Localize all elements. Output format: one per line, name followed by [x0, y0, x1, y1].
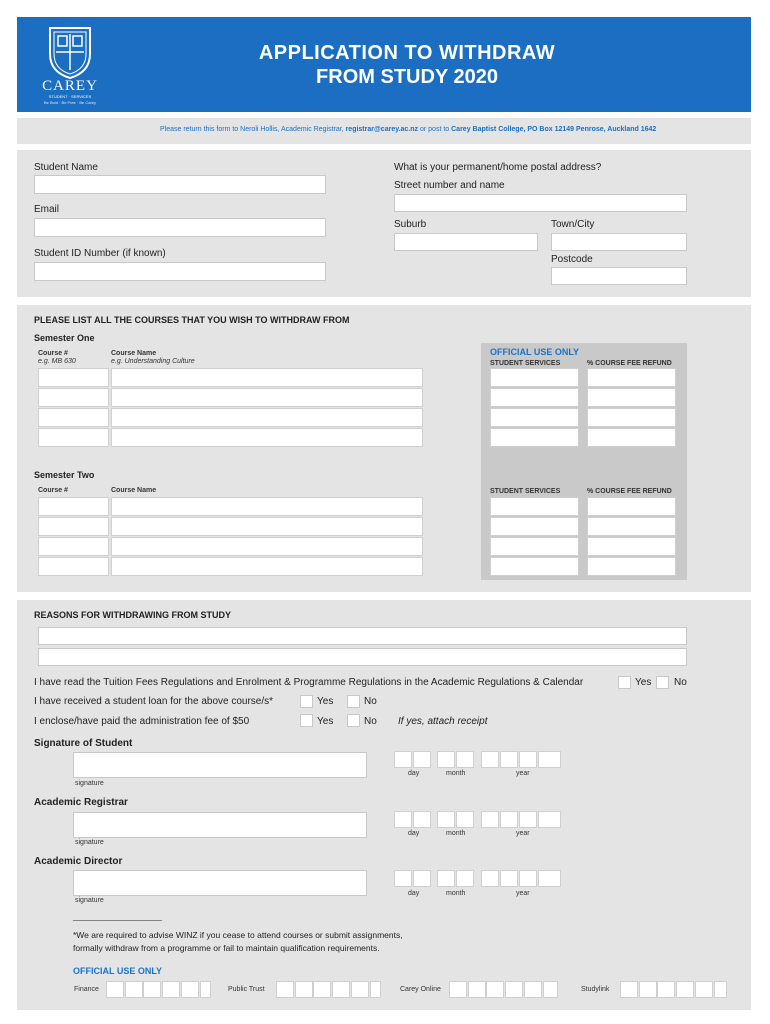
tuition-no-checkbox[interactable]	[656, 676, 669, 689]
studylink-box-4[interactable]	[676, 981, 694, 998]
carey-online-box-2[interactable]	[468, 981, 486, 998]
public-trust-box-6[interactable]	[370, 981, 381, 998]
sem1-course-no-cell-4[interactable]	[38, 428, 109, 447]
sem1-course-no-cell-1[interactable]	[38, 368, 109, 387]
public-trust-box-2[interactable]	[295, 981, 313, 998]
studylink-label: Studylink	[581, 986, 610, 993]
student-name-field[interactable]	[34, 175, 326, 194]
loan-no-checkbox[interactable]	[347, 695, 360, 708]
student-date-year-3[interactable]	[519, 751, 537, 768]
logo-tagline: Be Bold · Be Free · Be Carey	[43, 100, 97, 105]
fee-yes-label: Yes	[317, 716, 334, 727]
student-date-day-2[interactable]	[413, 751, 431, 768]
sem1-course-no-cell-2[interactable]	[38, 388, 109, 407]
sem2-course-no-cell-4[interactable]	[38, 557, 109, 576]
sem2-course-name-header: Course Name	[111, 487, 157, 494]
sem1-refund-cell-2[interactable]	[587, 388, 676, 407]
street-label: Street number and name	[394, 180, 505, 191]
registrar-date-day-1[interactable]	[394, 811, 412, 828]
student-id-field[interactable]	[34, 262, 326, 281]
sem2-services-cell-4[interactable]	[490, 557, 579, 576]
director-date-year-2[interactable]	[500, 870, 518, 887]
registrar-date-year-2[interactable]	[500, 811, 518, 828]
finance-box-1[interactable]	[106, 981, 124, 998]
sem2-course-name-cell-1[interactable]	[111, 497, 423, 516]
student-date-year-1[interactable]	[481, 751, 499, 768]
sem1-services-cell-3[interactable]	[490, 408, 579, 427]
student-signature-caption: signature	[75, 780, 104, 787]
finance-box-2[interactable]	[125, 981, 143, 998]
carey-online-box-5[interactable]	[524, 981, 542, 998]
registrar-date-month-1[interactable]	[437, 811, 455, 828]
page-title-line-1: APPLICATION TO WITHDRAW	[258, 42, 556, 64]
registrar-date-year-3[interactable]	[519, 811, 537, 828]
instruction-middle: or post to	[418, 126, 452, 133]
footer-official-use-label: OFFICIAL USE ONLY	[73, 966, 163, 976]
sem1-course-name-cell-1[interactable]	[111, 368, 423, 387]
registrar-day-caption: day	[408, 830, 420, 837]
postcode-label: Postcode	[551, 254, 593, 265]
studylink-box-1[interactable]	[620, 981, 638, 998]
sem1-course-name-cell-2[interactable]	[111, 388, 423, 407]
finance-box-6[interactable]	[200, 981, 211, 998]
tuition-regulations-question: I have read the Tuition Fees Regulations and Enrolment & Programme Regulations in the Academic Regulations & Calendar	[34, 677, 584, 688]
registrar-signature-field[interactable]	[73, 812, 367, 838]
sem2-course-no-cell-3[interactable]	[38, 537, 109, 556]
student-date-year-2[interactable]	[500, 751, 518, 768]
sem2-refund-cell-4[interactable]	[587, 557, 676, 576]
director-date-month-1[interactable]	[437, 870, 455, 887]
loan-no-label: No	[364, 696, 377, 707]
loan-yes-label: Yes	[317, 696, 334, 707]
student-month-caption: month	[446, 770, 466, 777]
fee-no-label: No	[364, 716, 377, 727]
sem1-course-no-header: Course #	[38, 350, 68, 357]
street-field[interactable]	[394, 194, 687, 212]
director-date-year-1[interactable]	[481, 870, 499, 887]
crest-icon	[30, 24, 110, 80]
director-date-month-2[interactable]	[456, 870, 474, 887]
registrar-email[interactable]: registrar@carey.ac.nz	[345, 126, 419, 133]
finance-box-3[interactable]	[143, 981, 161, 998]
student-year-caption: year	[516, 770, 530, 777]
postal-address: Carey Baptist College, PO Box 12149 Penrose, Auckland 1642	[451, 126, 657, 133]
finance-label: Finance	[74, 986, 99, 993]
registrar-date-year-4[interactable]	[538, 811, 561, 828]
director-year-caption: year	[516, 890, 530, 897]
director-date-day-2[interactable]	[413, 870, 431, 887]
loan-yes-checkbox[interactable]	[300, 695, 313, 708]
tuition-yes-label: Yes	[635, 677, 652, 688]
public-trust-label: Public Trust	[228, 986, 265, 993]
public-trust-box-5[interactable]	[351, 981, 369, 998]
reason-line-2[interactable]	[38, 648, 687, 666]
registrar-date-year-1[interactable]	[481, 811, 499, 828]
carey-online-box-4[interactable]	[505, 981, 523, 998]
student-signature-field[interactable]	[73, 752, 367, 778]
sem1-course-name-header: Course Name	[111, 350, 157, 357]
suburb-field[interactable]	[394, 233, 538, 251]
attach-receipt-note: If yes, attach receipt	[398, 716, 488, 727]
sem1-course-name-example: e.g. Understanding Culture	[111, 358, 195, 365]
semester-two-label: Semester Two	[34, 470, 95, 480]
student-date-month-1[interactable]	[437, 751, 455, 768]
semester-one-label: Semester One	[34, 333, 95, 343]
email-label: Email	[34, 204, 60, 215]
sem1-refund-cell-1[interactable]	[587, 368, 676, 387]
fee-yes-checkbox[interactable]	[300, 714, 313, 727]
footnote-rule: ____________________	[73, 912, 162, 921]
reasons-heading: REASONS FOR WITHDRAWING FROM STUDY	[34, 610, 231, 620]
sem1-course-name-cell-3[interactable]	[111, 408, 423, 427]
studylink-box-5[interactable]	[695, 981, 713, 998]
official-use-label: OFFICIAL USE ONLY	[490, 347, 580, 357]
sem1-refund-cell-3[interactable]	[587, 408, 676, 427]
address-question: What is your permanent/home postal address?	[394, 162, 602, 173]
studylink-box-3[interactable]	[657, 981, 675, 998]
tuition-no-label: No	[674, 677, 687, 688]
town-field[interactable]	[551, 233, 687, 251]
sem2-course-name-cell-2[interactable]	[111, 517, 423, 536]
carey-logo	[30, 24, 110, 104]
director-signature-caption: signature	[75, 897, 104, 904]
sem2-course-no-cell-2[interactable]	[38, 517, 109, 536]
carey-online-box-1[interactable]	[449, 981, 467, 998]
student-name-label: Student Name	[34, 162, 98, 173]
sem1-refund-header: % COURSE FEE REFUND	[587, 360, 672, 367]
finance-box-4[interactable]	[162, 981, 180, 998]
sem1-services-cell-2[interactable]	[490, 388, 579, 407]
admin-fee-question: I enclose/have paid the administration fee of $50	[34, 716, 250, 727]
director-day-caption: day	[408, 890, 420, 897]
sem2-services-cell-3[interactable]	[490, 537, 579, 556]
sem1-services-cell-1[interactable]	[490, 368, 579, 387]
student-day-caption: day	[408, 770, 420, 777]
sem2-refund-cell-2[interactable]	[587, 517, 676, 536]
public-trust-box-3[interactable]	[313, 981, 331, 998]
sem2-student-services-header: STUDENT SERVICES	[490, 488, 561, 495]
town-label: Town/City	[551, 219, 595, 230]
registrar-year-caption: year	[516, 830, 530, 837]
student-date-year-4[interactable]	[538, 751, 561, 768]
footnote-line-2: formally withdraw from a programme or fail to maintain qualification requirements.	[73, 943, 380, 953]
registrar-signature-caption: signature	[75, 839, 104, 846]
studylink-box-2[interactable]	[639, 981, 657, 998]
sem2-refund-cell-3[interactable]	[587, 537, 676, 556]
sem2-course-name-cell-3[interactable]	[111, 537, 423, 556]
sem1-services-cell-4[interactable]	[490, 428, 579, 447]
finance-box-5[interactable]	[181, 981, 199, 998]
director-date-day-1[interactable]	[394, 870, 412, 887]
carey-online-label: Carey Online	[400, 986, 441, 993]
director-signature-field[interactable]	[73, 870, 367, 896]
sem2-refund-header: % COURSE FEE REFUND	[587, 488, 672, 495]
logo-name: CAREY	[42, 78, 98, 94]
public-trust-box-4[interactable]	[332, 981, 350, 998]
sem1-course-no-example: e.g. MB 630	[38, 358, 76, 365]
instruction-text	[160, 126, 750, 133]
registrar-month-caption: month	[446, 830, 466, 837]
carey-online-box-6[interactable]	[543, 981, 558, 998]
courses-heading: PLEASE LIST ALL THE COURSES THAT YOU WISH TO WITHDRAW FROM	[34, 315, 350, 325]
registrar-signature-label: Academic Registrar	[34, 797, 128, 808]
sem2-course-no-cell-1[interactable]	[38, 497, 109, 516]
studylink-box-6[interactable]	[714, 981, 727, 998]
director-month-caption: month	[446, 890, 466, 897]
student-date-month-2[interactable]	[456, 751, 474, 768]
sem1-course-name-cell-4[interactable]	[111, 428, 423, 447]
public-trust-box-1[interactable]	[276, 981, 294, 998]
instruction-prefix: Please return this form to Neroli Hollis, Academic Registrar,	[160, 126, 346, 133]
sem2-refund-cell-1[interactable]	[587, 497, 676, 516]
reason-line-1[interactable]	[38, 627, 687, 645]
sem1-refund-cell-4[interactable]	[587, 428, 676, 447]
sem2-services-cell-2[interactable]	[490, 517, 579, 536]
sem2-course-name-cell-4[interactable]	[111, 557, 423, 576]
director-signature-label: Academic Director	[34, 856, 123, 867]
sem1-student-services-header: STUDENT SERVICES	[490, 360, 561, 367]
student-signature-label: Signature of Student	[34, 738, 133, 749]
email-field[interactable]	[34, 218, 326, 237]
student-loan-question: I have received a student loan for the above course/s*	[34, 696, 274, 707]
director-date-year-3[interactable]	[519, 870, 537, 887]
postcode-field[interactable]	[551, 267, 687, 285]
fee-no-checkbox[interactable]	[347, 714, 360, 727]
sem2-services-cell-1[interactable]	[490, 497, 579, 516]
logo-subtitle: STUDENT · SERVICES	[48, 94, 92, 99]
footnote-line-1: *We are required to advise WINZ if you cease to attend courses or submit assignments,	[73, 930, 403, 940]
registrar-date-day-2[interactable]	[413, 811, 431, 828]
sem1-course-no-cell-3[interactable]	[38, 408, 109, 427]
registrar-date-month-2[interactable]	[456, 811, 474, 828]
student-date-day-1[interactable]	[394, 751, 412, 768]
suburb-label: Suburb	[394, 219, 427, 230]
student-id-label: Student ID Number (if known)	[34, 248, 166, 259]
director-date-year-4[interactable]	[538, 870, 561, 887]
tuition-yes-checkbox[interactable]	[618, 676, 631, 689]
page-title-line-2: FROM STUDY 2020	[316, 66, 498, 88]
carey-online-box-3[interactable]	[486, 981, 504, 998]
sem2-course-no-header: Course #	[38, 487, 68, 494]
